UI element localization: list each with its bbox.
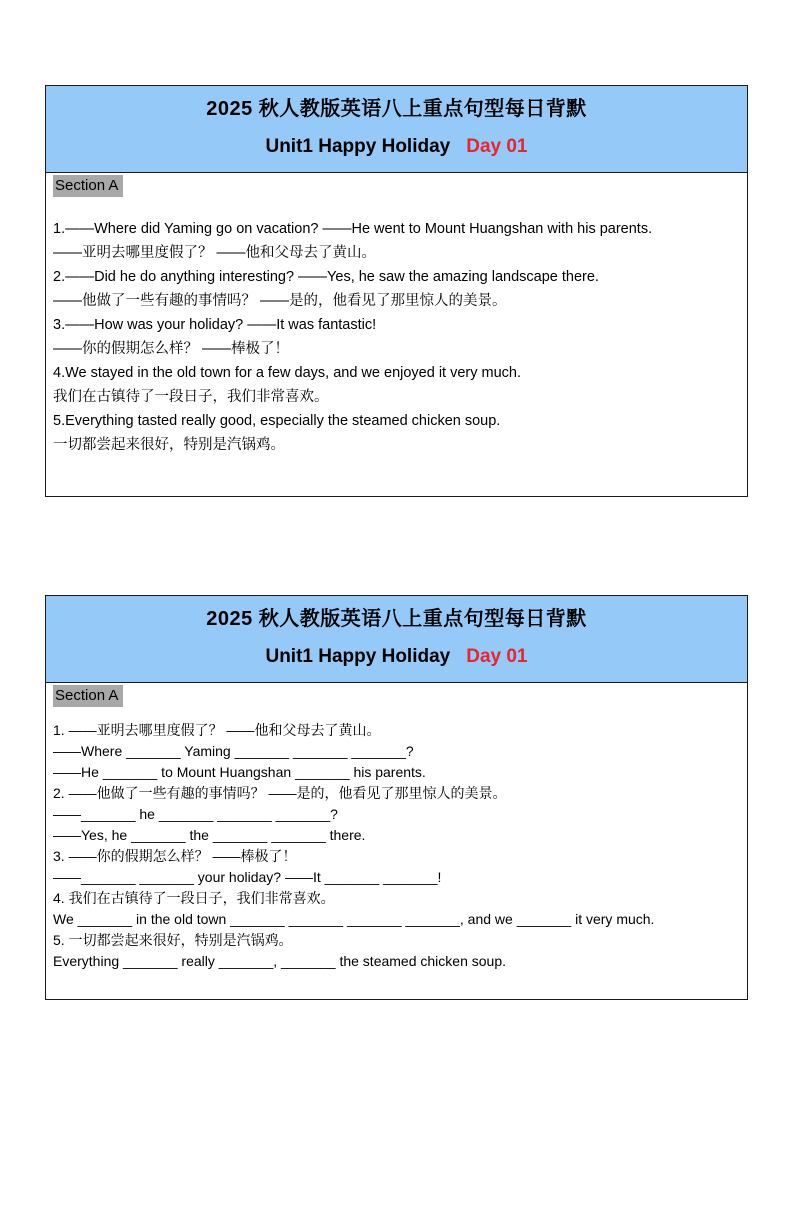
card-body [46, 173, 747, 457]
section-label: Section A [53, 685, 123, 707]
sentence-line: 一切都尝起来很好，特别是汽锅鸡。 [53, 437, 285, 453]
sentence-line: ——Where _______ Yaming _______ _______ _______? [53, 743, 414, 759]
sentence-line: 5. 一切都尝起来很好，特别是汽锅鸡。 [53, 932, 293, 948]
sentence-line: ——_______ he _______ _______ _______? [53, 806, 338, 822]
card-header [46, 596, 747, 683]
card-body [46, 683, 747, 972]
sentence-line: ——_______ _______ your holiday? ——It _______ _______! [53, 869, 442, 885]
sentence-line: 3. ——你的假期怎么样？ ——棒极了！ [53, 848, 297, 864]
unit-title-row [46, 644, 747, 669]
sentence-line: 3.——How was your holiday? ——It was fantastic! [53, 317, 377, 333]
worksheet-card-answers [45, 85, 748, 497]
sentence-line: ——亚明去哪里度假了？ ——他和父母去了黄山。 [53, 245, 377, 261]
sentence-line: 4. 我们在古镇待了一段日子，我们非常喜欢。 [53, 890, 335, 906]
worksheet-title: 2025 秋人教版英语八上重点句型每日背默 [206, 608, 587, 630]
worksheet-card-fill-blanks [45, 595, 748, 1000]
sentence-line: 1.——Where did Yaming go on vacation? ——He went to Mount Huangshan with his parents. [53, 221, 653, 237]
day-label: Day 01 [466, 136, 528, 157]
unit-title: Unit1 Happy Holiday [265, 136, 451, 157]
sentence-line: ——Yes, he _______ the _______ _______ there. [53, 827, 366, 843]
sentence-line: Everything _______ really _______, _______ the steamed chicken soup. [53, 953, 506, 969]
sentence-line: ——他做了一些有趣的事情吗？ ——是的，他看见了那里惊人的美景。 [53, 293, 507, 309]
sentence-line: 5.Everything tasted really good, especially the steamed chicken soup. [53, 413, 501, 429]
sentence-line: 2. ——他做了一些有趣的事情吗？ ——是的，他看见了那里惊人的美景。 [53, 785, 507, 801]
day-label: Day 01 [466, 646, 528, 667]
worksheet-title: 2025 秋人教版英语八上重点句型每日背默 [206, 98, 587, 120]
section-label: Section A [53, 175, 123, 197]
sentence-list [53, 217, 740, 457]
sentence-line: ——He _______ to Mount Huangshan _______ his parents. [53, 764, 426, 780]
sentence-line: 1. ——亚明去哪里度假了？ ——他和父母去了黄山。 [53, 722, 381, 738]
sentence-line: ——你的假期怎么样？ ——棒极了！ [53, 341, 290, 357]
sentence-line: 2.——Did he do anything interesting? ——Yes, he saw the amazing landscape there. [53, 269, 599, 285]
sentence-line: 我们在古镇待了一段日子，我们非常喜欢。 [53, 389, 329, 405]
unit-title-row [46, 134, 747, 159]
sentence-line: We _______ in the old town _______ _______ _______ _______, and we _______ it very much. [53, 911, 655, 927]
card-header [46, 86, 747, 173]
sentence-line: 4.We stayed in the old town for a few days, and we enjoyed it very much. [53, 365, 522, 381]
unit-title: Unit1 Happy Holiday [265, 646, 451, 667]
sentence-list [53, 720, 740, 972]
